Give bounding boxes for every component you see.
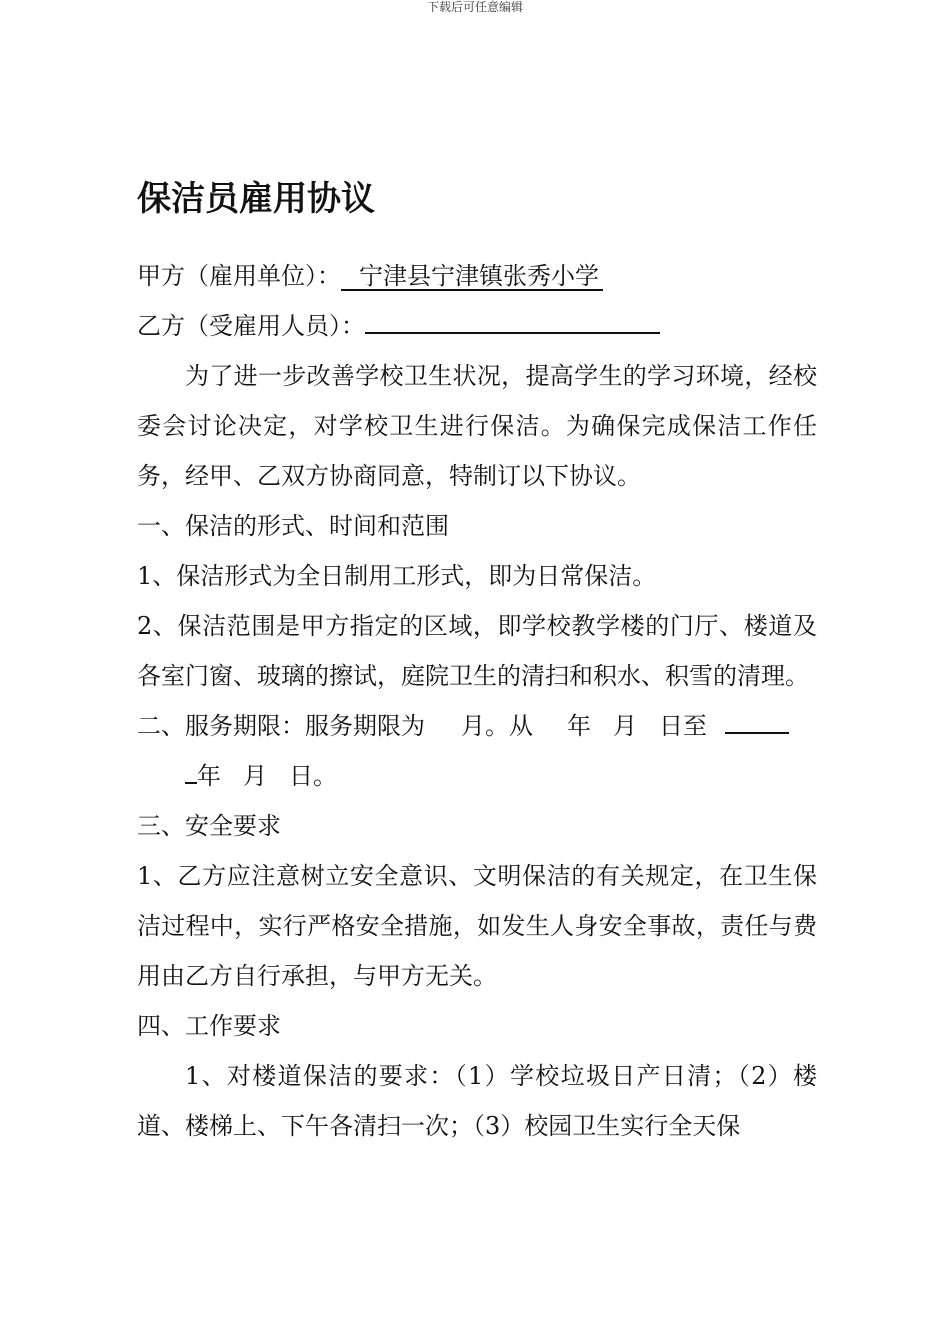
section1-heading: 一、保洁的形式、时间和范围 bbox=[137, 512, 449, 540]
section4-item-1: 1、对楼道保洁的要求：（1）学校垃圾日产日清；（2）楼道、楼梯上、下午各清扫一次；（3）校园卫生实行全天保 bbox=[137, 1062, 817, 1140]
party-a-line bbox=[137, 251, 817, 301]
intro-paragraph: 为了进一步改善学校卫生状况，提高学生的学习环境，经校委会讨论决定，对学校卫生进行保洁。为确保完成保洁工作任务，经甲、乙双方协商同意，特制订以下协议。 bbox=[137, 362, 817, 490]
section2-prefix: 二、服务期限：服务期限为 bbox=[137, 712, 425, 740]
document-title: 保洁员雇用协议 bbox=[137, 179, 375, 219]
document-page bbox=[137, 175, 817, 1151]
section2-year: 年 bbox=[567, 712, 591, 740]
section2-month2: 月 bbox=[613, 712, 637, 740]
header-note: 下载后可任意编辑 bbox=[426, 0, 523, 14]
section2-line2-month: 月 bbox=[243, 762, 267, 790]
party-a-value: 宁津县宁津镇张秀小学 bbox=[341, 263, 603, 291]
party-b-blank bbox=[365, 306, 660, 334]
section1-item-2: 2、保洁范围是甲方指定的区域，即学校教学楼的门厅、楼道及各室门窗、玻璃的擦试，庭院卫生的清扫和积水、积雪的清理。 bbox=[137, 612, 817, 690]
section4-heading: 四、工作要求 bbox=[137, 1012, 281, 1040]
section2-end-blank-cont bbox=[185, 756, 197, 784]
section2-month: 月。从 bbox=[461, 712, 533, 740]
section2-line2-year: 年 bbox=[197, 762, 221, 790]
party-a-label: 甲方（雇用单位）： bbox=[137, 262, 341, 290]
section1-item-1: 1、保洁形式为全日制用工形式，即为日常保洁。 bbox=[137, 562, 657, 590]
section2-end-blank bbox=[725, 706, 789, 734]
party-b-label: 乙方（受雇用人员）： bbox=[137, 312, 365, 340]
party-b-line bbox=[137, 301, 817, 351]
section2-day-to: 日至 bbox=[659, 712, 707, 740]
section2-line1 bbox=[137, 701, 817, 751]
section2-line2 bbox=[137, 751, 817, 801]
section3-item-1: 1、乙方应注意树立安全意识、文明保洁的有关规定，在卫生保洁过程中，实行严格安全措施，如发生人身安全事故，责任与费用由乙方自行承担，与甲方无关。 bbox=[137, 862, 817, 990]
section3-heading: 三、安全要求 bbox=[137, 812, 281, 840]
section2-line2-day: 日。 bbox=[289, 762, 337, 790]
